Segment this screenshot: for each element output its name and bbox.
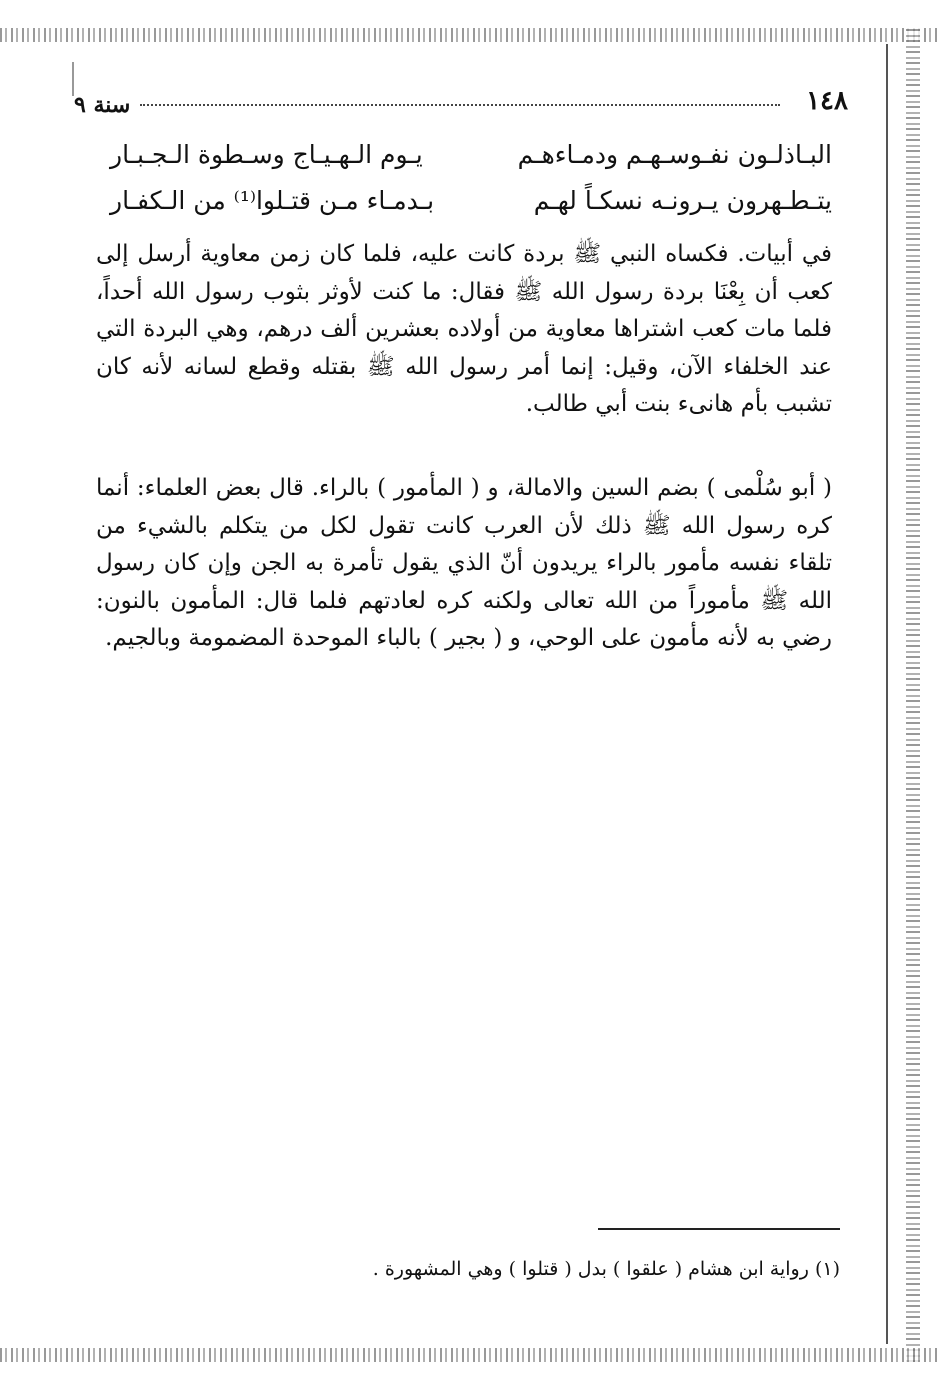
poem-second-hemistich: يـوم الـهـيـاج وسـطوة الـجـبـار	[110, 140, 423, 169]
decorative-border-right	[906, 28, 920, 1362]
poem-verse	[110, 186, 832, 230]
decorative-border-top	[0, 28, 938, 42]
footnote-rule	[598, 1228, 840, 1230]
body-paragraph: في أبيات. فكساه النبي ﷺ بردة كانت عليه، فلما كان زمن معاوية أرسل إلى كعب أن بِعْنَا بردة رسول الله ﷺ فقال: ما كنت لأوثر بثوب رسول الله أحداً، فلما مات كعب اشتراها معاوية من أولاده بعشرين ألف درهم، وهي البردة التي عند الخلفاء الآن، وقيل: إنما أمر رسول الله ﷺ بقتله وقطع لسانه لأنه كان تشبب بأم هانىء بنت أبي طالب.	[96, 241, 832, 417]
page-number: ١٤٨	[806, 86, 848, 116]
poem-second-hemistich: بـدمـاء مـن قتـلوا⁽¹⁾ من الـكفـار	[110, 186, 435, 215]
inner-frame-line	[886, 44, 888, 1344]
poem-first-hemistich: البـاذلـون نفـوسـهـم ودمـاءهـم	[517, 140, 832, 169]
header-dotted-rule	[140, 104, 780, 106]
footnote: (١) رواية ابن هشام ( علقوا ) بدل ( قتلوا ) وهي المشهورة .	[372, 1258, 840, 1280]
body-paragraph: ( أبو سُلْمى ) بضم السين والامالة، و ( المأمور ) بالراء. قال بعض العلماء: أنما كره رسول الله ﷺ ذلك لأن العرب كانت تقول لكل من يتكلم بالشيء من تلقاء نفسه مأمور بالراء يريدون أنّ الذي يقول تأمرة به الجن وإن كان رسول الله ﷺ مأموراً من الله تعالى ولكنه كره لعادتهم فلما قال: المأمون بالنون: رضي به لأنه مأمون على الوحي، و ( بجير ) بالباء الموحدة المضمومة وبالجيم.	[96, 475, 832, 651]
poem-first-hemistich: يتـطـهرون يـرونـه نسكـاً لهـم	[533, 186, 832, 215]
margin-mark	[72, 62, 74, 96]
decorative-border-bottom	[0, 1348, 938, 1362]
poem-verse	[110, 140, 832, 184]
running-title: سنة ٩	[74, 92, 131, 118]
